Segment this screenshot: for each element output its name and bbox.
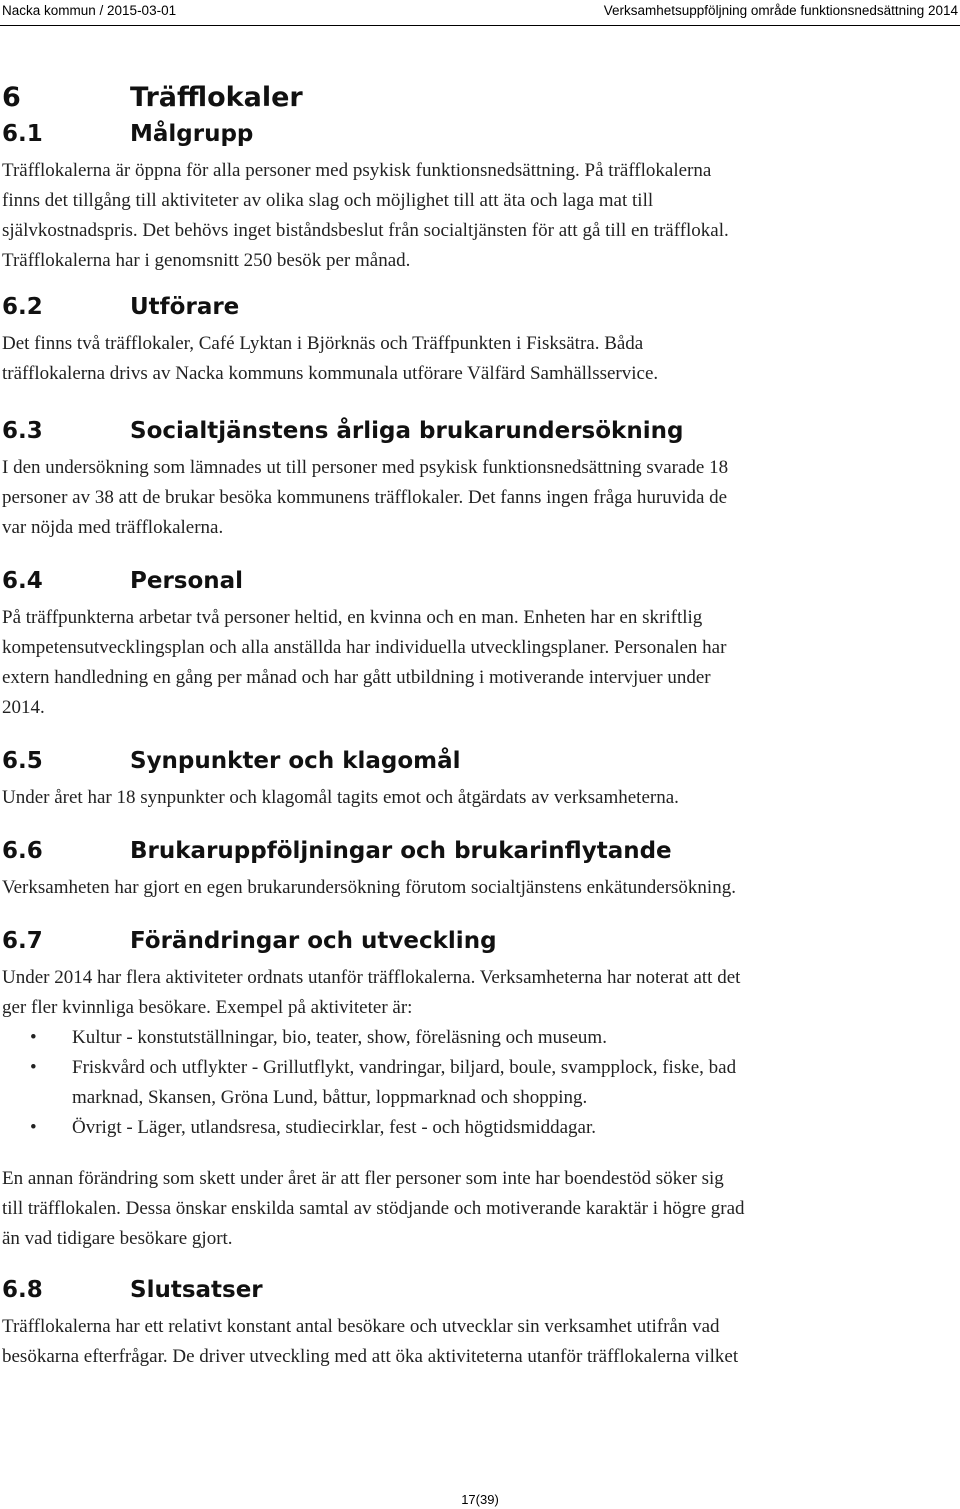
section-paragraph-6-7-intro bbox=[2, 963, 952, 1023]
text-line: Under 2014 har flera aktiviteter ordnats utanför träfflokalerna. Verksamheterna har noterat att det bbox=[2, 967, 741, 988]
text-line: kompetensutvecklingsplan och alla anställda har individuella utvecklingsplaner. Personalen har bbox=[2, 637, 727, 658]
chapter-number: 6 bbox=[2, 82, 21, 113]
text-line: var nöjda med träfflokalerna. bbox=[2, 517, 224, 538]
bullet-icon: • bbox=[30, 1117, 37, 1138]
section-number: 6.4 bbox=[2, 568, 43, 594]
page-number: 17(39) bbox=[461, 1492, 499, 1507]
text-line: till träfflokalen. Dessa önskar enskilda samtal av stödjande och motiverande karaktär i högre grad bbox=[2, 1198, 745, 1219]
text-line: Kultur - konstutställningar, bio, teater, show, föreläsning och museum. bbox=[72, 1027, 607, 1048]
text-line: marknad, Skansen, Gröna Lund, båttur, loppmarknad och shopping. bbox=[72, 1087, 588, 1108]
text-line: I den undersökning som lämnades ut till personer med psykisk funktionsnedsättning svarade 18 bbox=[2, 457, 729, 478]
section-paragraph-6-5 bbox=[2, 783, 952, 813]
section-number: 6.7 bbox=[2, 928, 43, 954]
section-title: Synpunkter och klagomål bbox=[130, 748, 461, 774]
text-line: Övrigt - Läger, utlandsresa, studiecirklar, fest - och högtidsmiddagar. bbox=[72, 1117, 596, 1138]
page-header bbox=[0, 0, 960, 26]
text-line: självkostnadspris. Det behövs inget biståndsbeslut från socialtjänsten för att gå till en träfflokal. bbox=[2, 220, 729, 241]
section-title: Förändringar och utveckling bbox=[130, 928, 497, 954]
header-left-text: Nacka kommun / 2015-03-01 bbox=[2, 3, 177, 18]
text-line: Friskvård och utflykter - Grillutflykt, vandringar, biljard, boule, svampplock, fiske, bad bbox=[72, 1057, 737, 1078]
text-line: Träfflokalerna är öppna för alla personer med psykisk funktionsnedsättning. På träfflokalerna bbox=[2, 160, 712, 181]
text-line: Under året har 18 synpunkter och klagomål tagits emot och åtgärdats av verksamheterna. bbox=[2, 787, 679, 808]
section-heading-6-2 bbox=[2, 291, 952, 323]
text-line: Det finns två träfflokaler, Café Lyktan i Björknäs och Träffpunkten i Fisksätra. Båda bbox=[2, 333, 644, 354]
section-paragraph-6-8 bbox=[2, 1312, 952, 1372]
section-number: 6.3 bbox=[2, 418, 43, 444]
section-heading-6-5 bbox=[2, 745, 952, 777]
section-paragraph-6-1 bbox=[2, 156, 952, 276]
section-title: Slutsatser bbox=[130, 1277, 263, 1303]
text-line: På träffpunkterna arbetar två personer heltid, en kvinna och en man. Enheten har en skriftlig bbox=[2, 607, 703, 628]
section-heading-6-4 bbox=[2, 565, 952, 597]
section-number: 6.2 bbox=[2, 294, 43, 320]
document-body bbox=[2, 78, 952, 1372]
text-line: ger fler kvinnliga besökare. Exempel på aktiviteter är: bbox=[2, 997, 413, 1018]
text-line: 2014. bbox=[2, 697, 45, 718]
header-right-text: Verksamhetsuppföljning område funktionsnedsättning 2014 bbox=[603, 3, 958, 18]
text-line: Träfflokalerna har ett relativt konstant antal besökare och utvecklar sin verksamhet utifrån vad bbox=[2, 1316, 720, 1337]
bullet-icon: • bbox=[30, 1027, 37, 1048]
section-heading-6-7 bbox=[2, 925, 952, 957]
section-number: 6.6 bbox=[2, 838, 43, 864]
section-number: 6.1 bbox=[2, 121, 43, 147]
section-number: 6.5 bbox=[2, 748, 43, 774]
text-line: besökarna efterfrågar. De driver utveckling med att öka aktiviteterna utanför träfflokalerna vilket bbox=[2, 1346, 739, 1367]
header-divider bbox=[0, 25, 960, 26]
text-line: Verksamheten har gjort en egen brukarundersökning förutom socialtjänstens enkätundersökning. bbox=[2, 877, 736, 898]
activity-bullet-list bbox=[2, 1023, 952, 1143]
list-item bbox=[2, 1023, 952, 1053]
list-item bbox=[2, 1113, 952, 1143]
section-title: Målgrupp bbox=[130, 121, 254, 147]
section-heading-6-3 bbox=[2, 415, 952, 447]
section-number: 6.8 bbox=[2, 1277, 43, 1303]
text-line: extern handledning en gång per månad och har gått utbildning i motiverande intervjuer under bbox=[2, 667, 711, 688]
section-title: Utförare bbox=[130, 294, 240, 320]
section-heading-6-6 bbox=[2, 835, 952, 867]
bullet-icon: • bbox=[30, 1057, 37, 1078]
section-paragraph-6-2 bbox=[2, 329, 952, 389]
section-paragraph-6-7-outro bbox=[2, 1164, 952, 1254]
section-title: Socialtjänstens årliga brukarundersökning bbox=[130, 418, 684, 444]
text-line: Träfflokalerna har i genomsnitt 250 besök per månad. bbox=[2, 250, 411, 271]
section-heading-6-8 bbox=[2, 1274, 952, 1306]
text-line: träfflokalerna drivs av Nacka kommuns kommunala utförare Välfärd Samhällsservice. bbox=[2, 363, 659, 384]
section-paragraph-6-3 bbox=[2, 453, 952, 543]
text-line: finns det tillgång till aktiviteter av olika slag och möjlighet till att äta och laga mat till bbox=[2, 190, 654, 211]
section-title: Personal bbox=[130, 568, 244, 594]
text-line: personer av 38 att de brukar besöka kommunens träfflokaler. Det fanns ingen fråga huruvida de bbox=[2, 487, 728, 508]
section-paragraph-6-6 bbox=[2, 873, 952, 903]
chapter-title: Träfflokaler bbox=[130, 82, 303, 113]
section-title: Brukaruppföljningar och brukarinflytande bbox=[130, 838, 672, 864]
section-heading-6-1 bbox=[2, 118, 952, 150]
paragraph-spacer bbox=[2, 1143, 952, 1164]
section-paragraph-6-4 bbox=[2, 603, 952, 723]
text-line: än vad tidigare besökare gjort. bbox=[2, 1228, 233, 1249]
chapter-heading bbox=[2, 78, 952, 118]
text-line: En annan förändring som skett under året är att fler personer som inte har boendestöd söker sig bbox=[2, 1168, 724, 1189]
list-item bbox=[2, 1053, 952, 1113]
